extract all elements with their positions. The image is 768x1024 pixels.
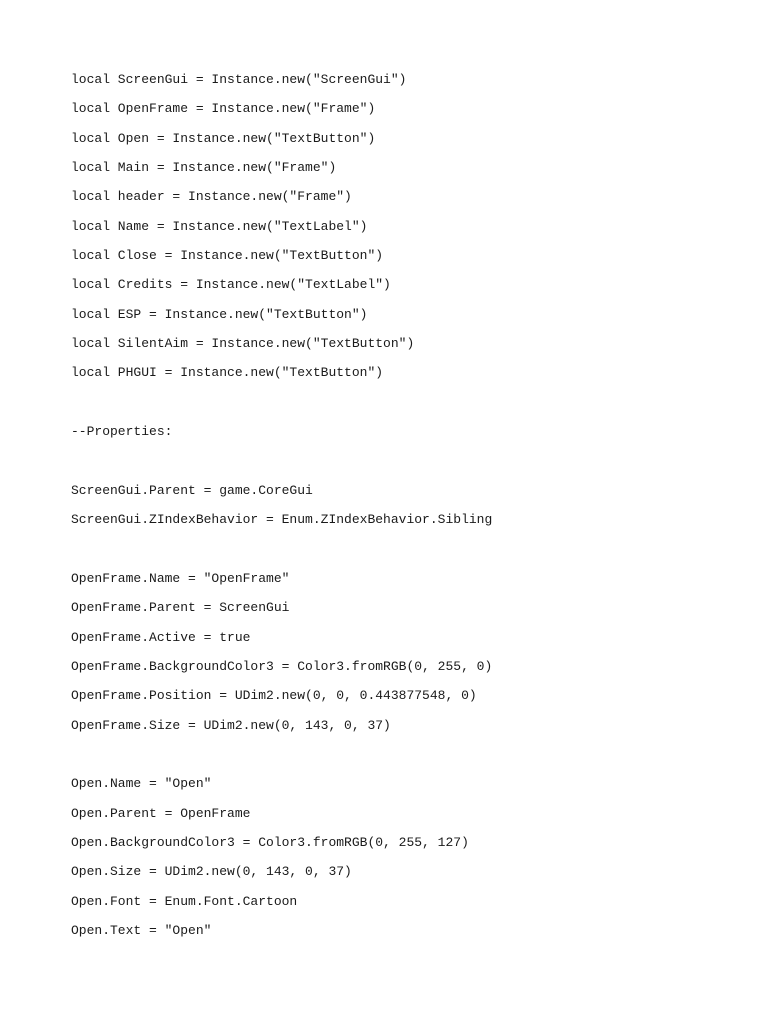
code-line: local OpenFrame = Instance.new("Frame") <box>71 101 376 117</box>
code-line: local ScreenGui = Instance.new("ScreenGui") <box>71 72 407 87</box>
code-line: Open.Font = Enum.Font.Cartoon <box>71 893 298 909</box>
code-line: local PHGUI = Instance.new("TextButton") <box>71 365 384 381</box>
blank-line <box>71 540 751 569</box>
code-line: OpenFrame.Parent = ScreenGui <box>71 600 290 616</box>
code-line: local Close = Instance.new("TextButton") <box>71 248 384 264</box>
code-line: Open.Size = UDim2.new(0, 143, 0, 37) <box>71 864 352 880</box>
code-line: OpenFrame.BackgroundColor3 = Color3.fromRGB(0, 255, 0) <box>71 658 493 674</box>
code-line: local Open = Instance.new("TextButton") <box>71 130 376 146</box>
code-line: Open.Parent = OpenFrame <box>71 805 251 821</box>
code-line: Open.Name = "Open" <box>71 776 212 792</box>
code-line: ScreenGui.Parent = game.CoreGui <box>71 482 313 498</box>
code-line: local header = Instance.new("Frame") <box>71 189 352 205</box>
blank-line <box>71 451 751 480</box>
code-line: local Name = Instance.new("TextLabel") <box>71 218 368 234</box>
code-line: OpenFrame.Position = UDim2.new(0, 0, 0.443877548, 0) <box>71 688 477 704</box>
code-line: OpenFrame.Name = "OpenFrame" <box>71 570 290 586</box>
code-line: local Main = Instance.new("Frame") <box>71 160 337 176</box>
code-comment: --Properties: <box>71 424 173 440</box>
code-line: OpenFrame.Active = true <box>71 629 251 645</box>
code-block <box>71 70 751 950</box>
code-line: Open.BackgroundColor3 = Color3.fromRGB(0, 255, 127) <box>71 834 469 850</box>
code-line: ScreenGui.ZIndexBehavior = Enum.ZIndexBehavior.Sibling <box>71 512 493 528</box>
code-line: local SilentAim = Instance.new("TextButton") <box>71 336 415 352</box>
code-line: local ESP = Instance.new("TextButton") <box>71 306 368 322</box>
blank-line <box>71 393 751 422</box>
blank-line <box>71 745 751 774</box>
code-line: local Credits = Instance.new("TextLabel") <box>71 277 391 293</box>
code-line: Open.Text = "Open" <box>71 922 212 938</box>
code-line: OpenFrame.Size = UDim2.new(0, 143, 0, 37) <box>71 717 391 733</box>
